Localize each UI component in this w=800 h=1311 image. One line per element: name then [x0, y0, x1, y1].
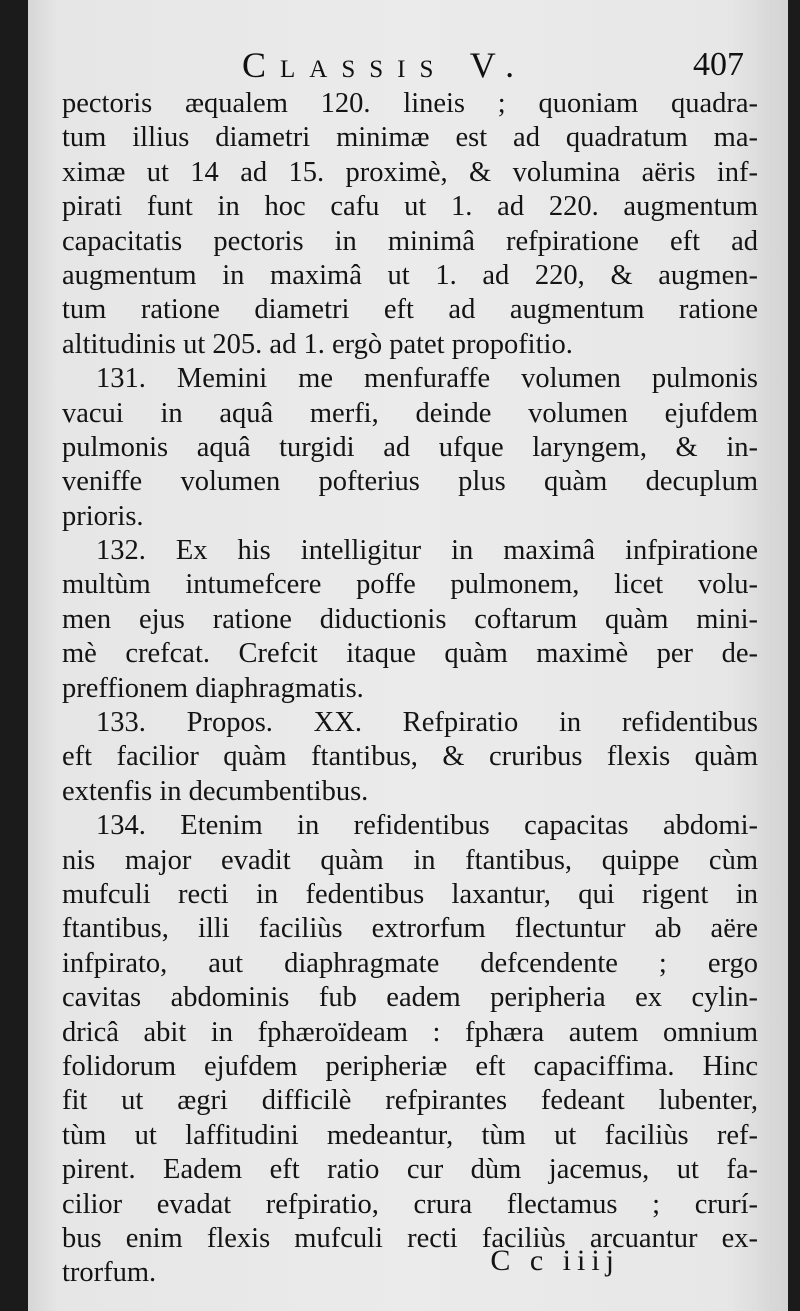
body-text — [62, 87, 758, 1291]
text-line: ximæ ut 14 ad 15. proximè, & volumina aëris inf- — [62, 156, 758, 188]
text-line: capacitatis pectoris in minimâ refpiratione eft ad — [62, 225, 758, 257]
text-line: trorfum. — [62, 1257, 157, 1289]
text-line: cilior evadat refpiratio, crura flectamus ; crurí- — [62, 1188, 758, 1220]
signature-mark: C c iiij — [490, 1244, 620, 1277]
text-line: tum illius diametri minimæ est ad quadratum ma- — [62, 122, 758, 154]
text-line: multùm intumefcere poffe pulmonem, licet volu- — [62, 569, 758, 601]
text-line: tum ratione diametri eft ad augmentum ratione — [62, 294, 758, 326]
text-line: men ejus ratione diductionis coftarum quàm mini- — [62, 603, 758, 635]
text-line: ftantibus, illi faciliùs extrorfum flectuntur ab aëre — [62, 913, 758, 945]
text-line: vacui in aquâ merfi, deinde volumen ejufdem — [62, 397, 758, 429]
text-line: mè crefcat. Crefcit itaque quàm maximè per de- — [62, 638, 758, 670]
text-line: nis major evadit quàm in ftantibus, quippe cùm — [62, 844, 758, 876]
text-line: eft facilior quàm ftantibus, & cruribus flexis quàm — [62, 741, 758, 773]
paragraph-134-start: 134. Etenim in refidentibus capacitas abdomi- — [96, 810, 758, 842]
page-header — [28, 44, 788, 90]
text-line: altitudinis ut 205. ad 1. ergò patet propofitio. — [62, 328, 573, 360]
text-line: pulmonis aquâ turgidi ad ufque laryngem, & in- — [62, 431, 758, 463]
text-line: pectoris æqualem 120. lineis ; quoniam quadra- — [62, 88, 758, 119]
text-line: extenfis in decumbentibus. — [62, 775, 369, 807]
text-line: infpirato, aut diaphragmate defcendente ; ergo — [62, 947, 758, 979]
text-line: folidorum ejufdem peripheriæ eft capaciffima. Hinc — [62, 1050, 758, 1082]
paragraph-132-start: 132. Ex his intelligitur in maximâ infpiratione — [96, 535, 758, 567]
text-line: cavitas abdominis fub eadem peripheria ex cylin- — [62, 982, 758, 1014]
text-line: preffionem diaphragmatis. — [62, 672, 364, 704]
text-line: veniffe volumen pofterius plus quàm decuplum — [62, 466, 758, 498]
text-line: dricâ abit in fphæroïdeam : fphæra autem omnium — [62, 1016, 758, 1048]
running-title: Classis V. — [242, 45, 529, 85]
text-line: bus enim flexis mufculi recti faciliùs arcuantur ex- — [62, 1222, 758, 1254]
page-number: 407 — [693, 46, 744, 83]
text-line: prioris. — [62, 500, 144, 532]
text-line: augmentum in maximâ ut 1. ad 220, & augmen- — [62, 259, 758, 291]
text-line: pirati funt in hoc cafu ut 1. ad 220. augmentum — [62, 191, 758, 223]
text-line: fit ut ægri difficilè refpirantes fedeant lubenter, — [62, 1085, 758, 1117]
text-line: mufculi recti in fedentibus laxantur, qui rigent in — [62, 878, 758, 910]
paragraph-131-start: 131. Memini me menfuraffe volumen pulmonis — [96, 363, 758, 395]
text-line: tùm ut laffitudini medeantur, tùm ut faciliùs ref- — [62, 1119, 758, 1151]
book-page — [28, 0, 788, 1311]
paragraph-133-start: 133. Propos. XX. Refpiratio in refidentibus — [96, 707, 758, 739]
text-line: pirent. Eadem eft ratio cur dùm jacemus, ut fa- — [62, 1154, 758, 1186]
